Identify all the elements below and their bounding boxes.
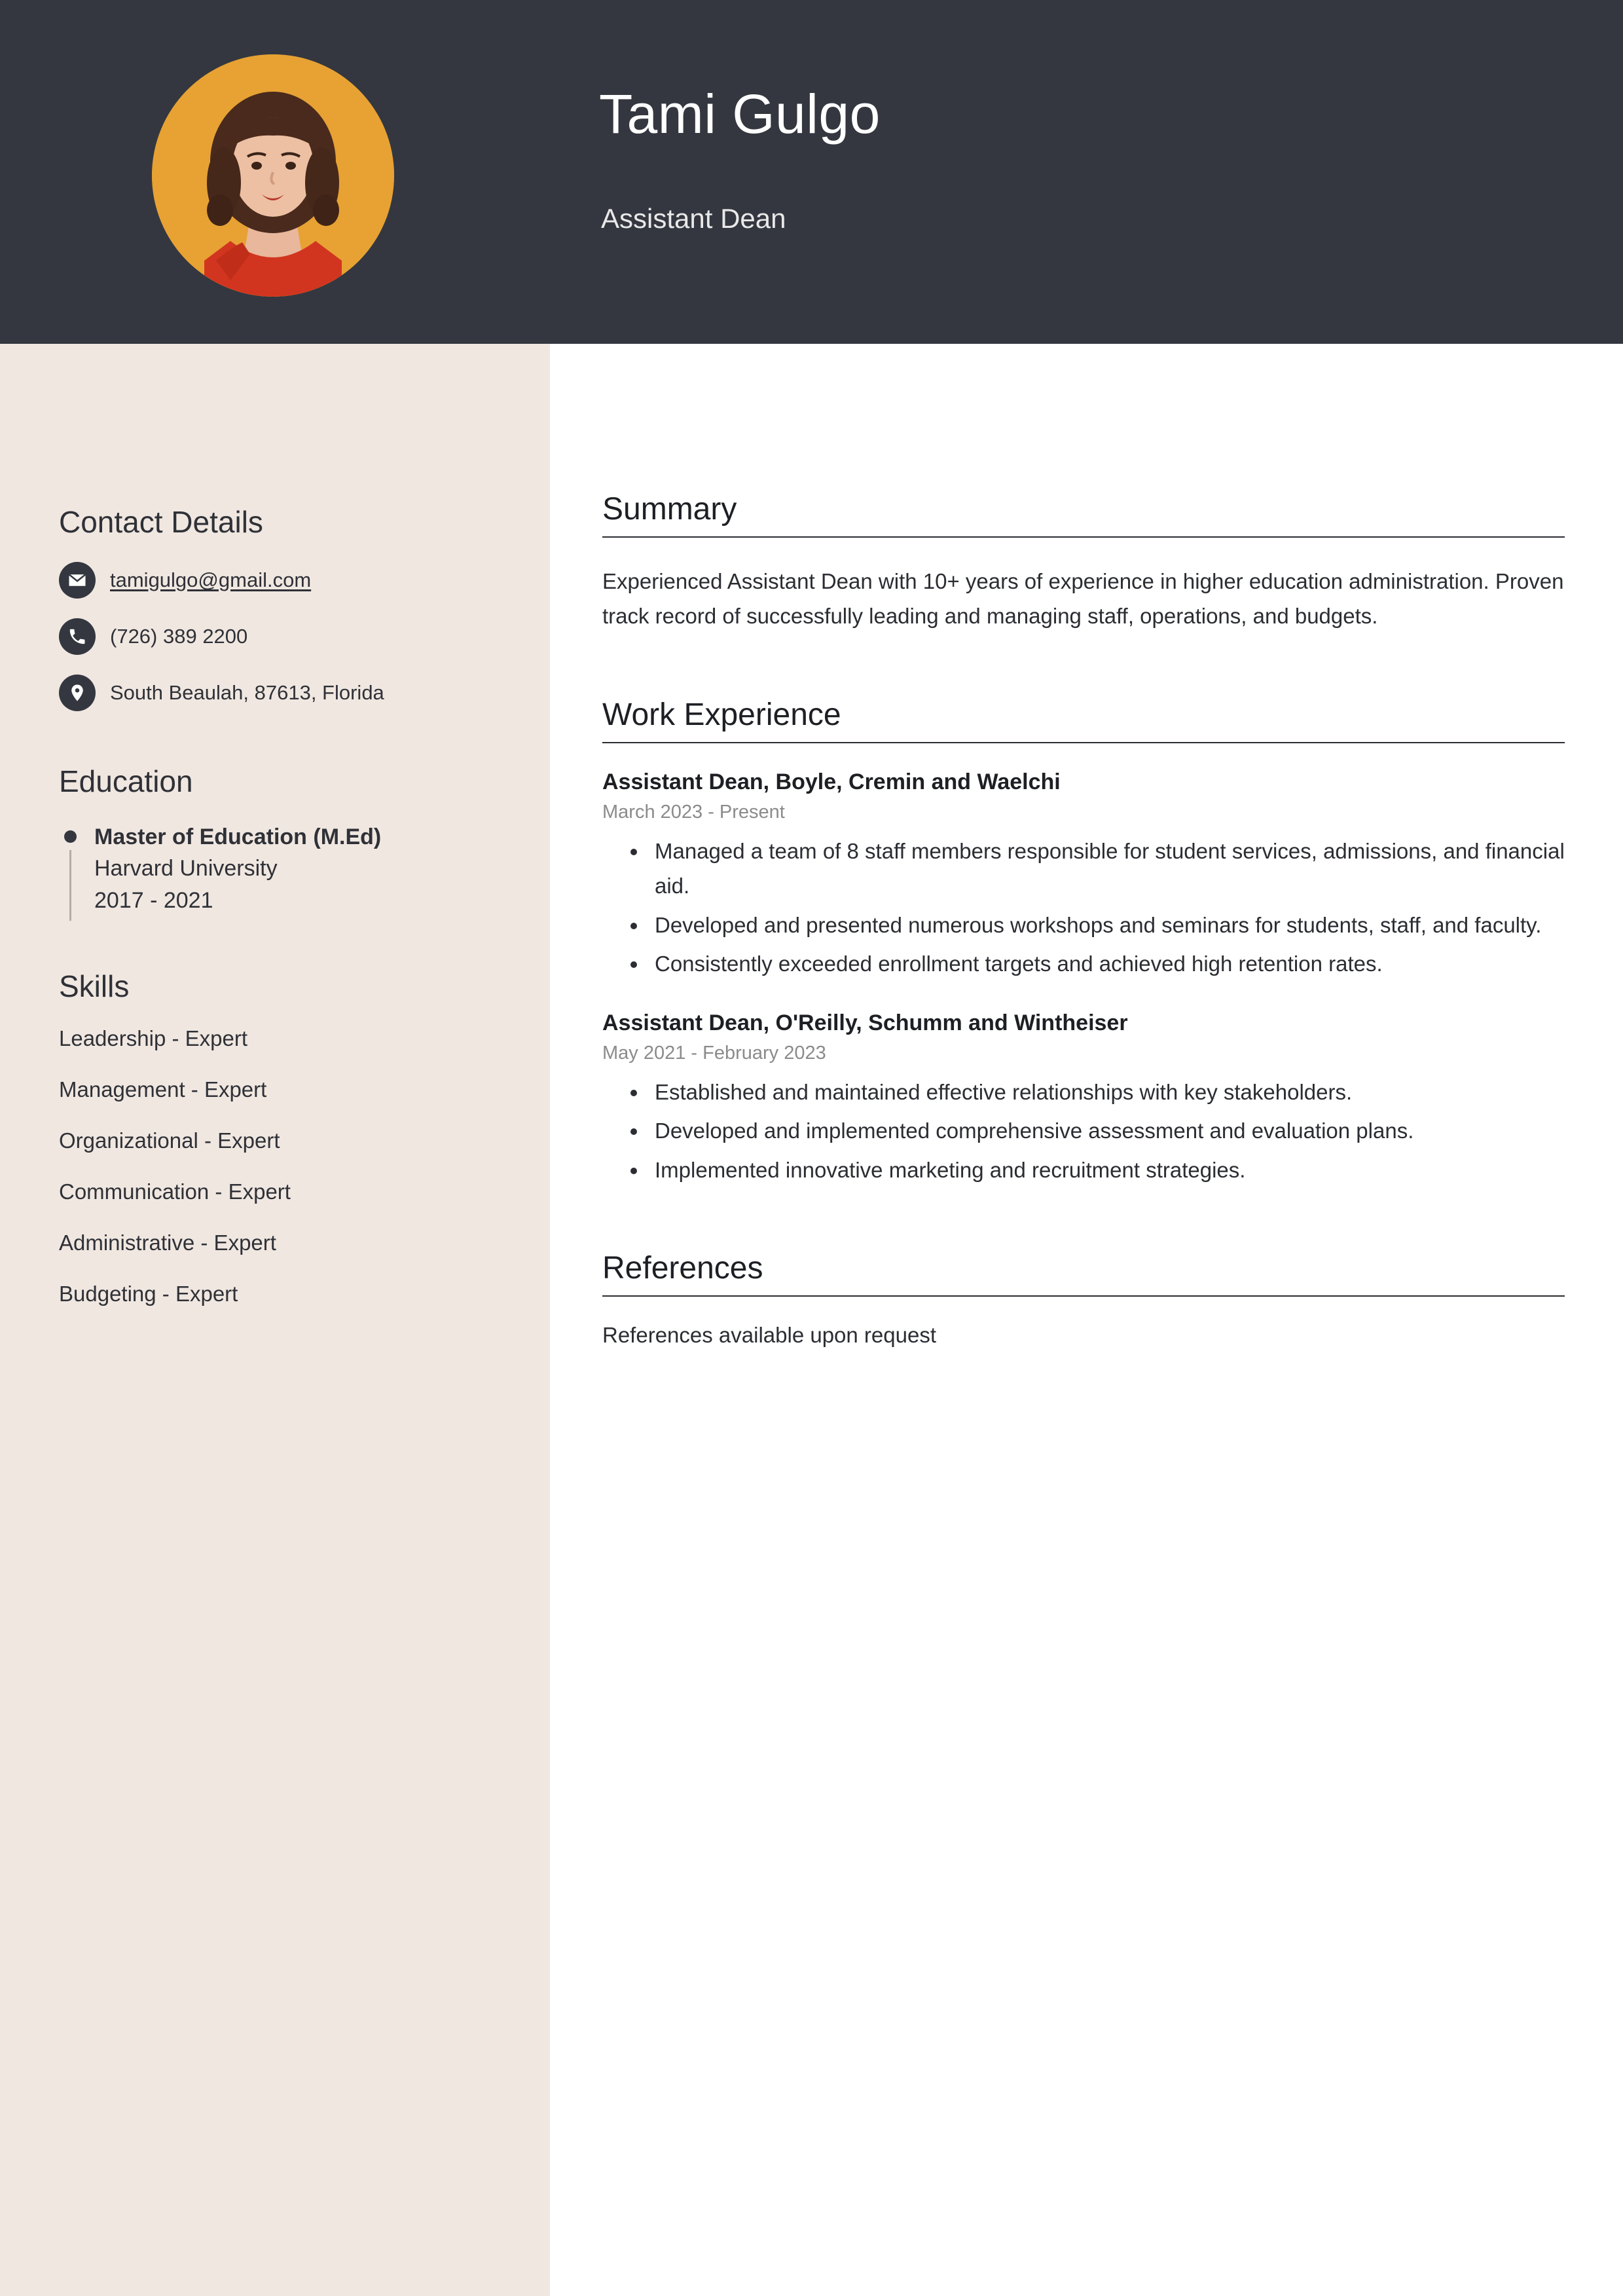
section-divider [602,742,1565,743]
contact-phone-text: (726) 389 2200 [110,625,248,648]
job-title: Assistant Dean, O'Reilly, Schumm and Wintheiser [602,1010,1128,1035]
summary-heading: Summary [602,492,737,527]
skill-item: Budgeting - Expert [59,1281,238,1306]
contact-details-heading: Contact Details [59,505,263,539]
contact-item-address [59,675,504,711]
skill-item: Administrative - Expert [59,1230,276,1255]
job-bullet: • Developed and presented numerous workshops and seminars for students, staff, and faculty. [648,908,1565,942]
spacer [602,634,1565,697]
spacer [602,1216,1565,1250]
skills-heading: Skills [59,969,130,1003]
avatar [152,54,394,297]
skill-item: Leadership - Expert [59,1026,247,1050]
summary-text: Experienced Assistant Dean with 10+ years of experience in higher education administration. Proven track record of successfully leading and managing staff, operations, and budgets. [602,569,1564,629]
contact-item-email[interactable] [59,562,504,599]
portrait-photo-icon [152,54,394,297]
job-title: Assistant Dean, Boyle, Cremin and Waelchi [602,769,1061,794]
sidebar [0,344,550,2296]
education-heading: Education [59,764,193,798]
phone-icon [59,618,96,655]
envelope-icon [59,562,96,599]
job-bullet: • Managed a team of 8 staff members responsible for student services, admissions, and financial aid. [648,834,1565,904]
job-bullet: • Implemented innovative marketing and recruitment strategies. [648,1153,1565,1187]
education-years: 2017 - 2021 [94,887,213,913]
job-bullet: • Established and maintained effective relationships with key stakeholders. [648,1075,1565,1109]
page-title: Tami Gulgo [599,83,881,145]
location-pin-icon [59,675,96,711]
job-bullet: • Consistently exceeded enrollment targets and achieved high retention rates. [648,946,1565,981]
contact-address-text: South Beaulah, 87613, Florida [110,681,384,704]
job-dates: March 2023 - Present [602,801,785,823]
skill-item: Communication - Expert [59,1179,291,1204]
bullet-dot-icon [64,830,77,843]
job-bullet: • Developed and implemented comprehensive assessment and evaluation plans. [648,1113,1565,1148]
job-entry [602,1010,1565,1187]
references-heading: References [602,1251,763,1286]
skill-item: Management - Expert [59,1077,267,1102]
education-item [59,821,504,916]
references-text: References available upon request [602,1323,937,1348]
education-degree: Master of Education (M.Ed) [94,824,382,849]
job-dates: May 2021 - February 2023 [602,1042,826,1064]
section-divider [602,1295,1565,1297]
header-role: Assistant Dean [601,203,786,234]
timeline-line [69,850,71,921]
skill-item: Organizational - Expert [59,1128,280,1153]
section-divider [602,536,1565,538]
job-bullets [602,834,1565,982]
job-bullets [602,1075,1565,1187]
contact-item-phone[interactable] [59,618,504,655]
work-experience-heading: Work Experience [602,697,841,732]
education-school: Harvard University [94,856,278,881]
job-entry [602,769,1565,982]
main-content [550,344,1623,2296]
contact-email-text[interactable]: tamigulgo@gmail.com [110,568,312,591]
